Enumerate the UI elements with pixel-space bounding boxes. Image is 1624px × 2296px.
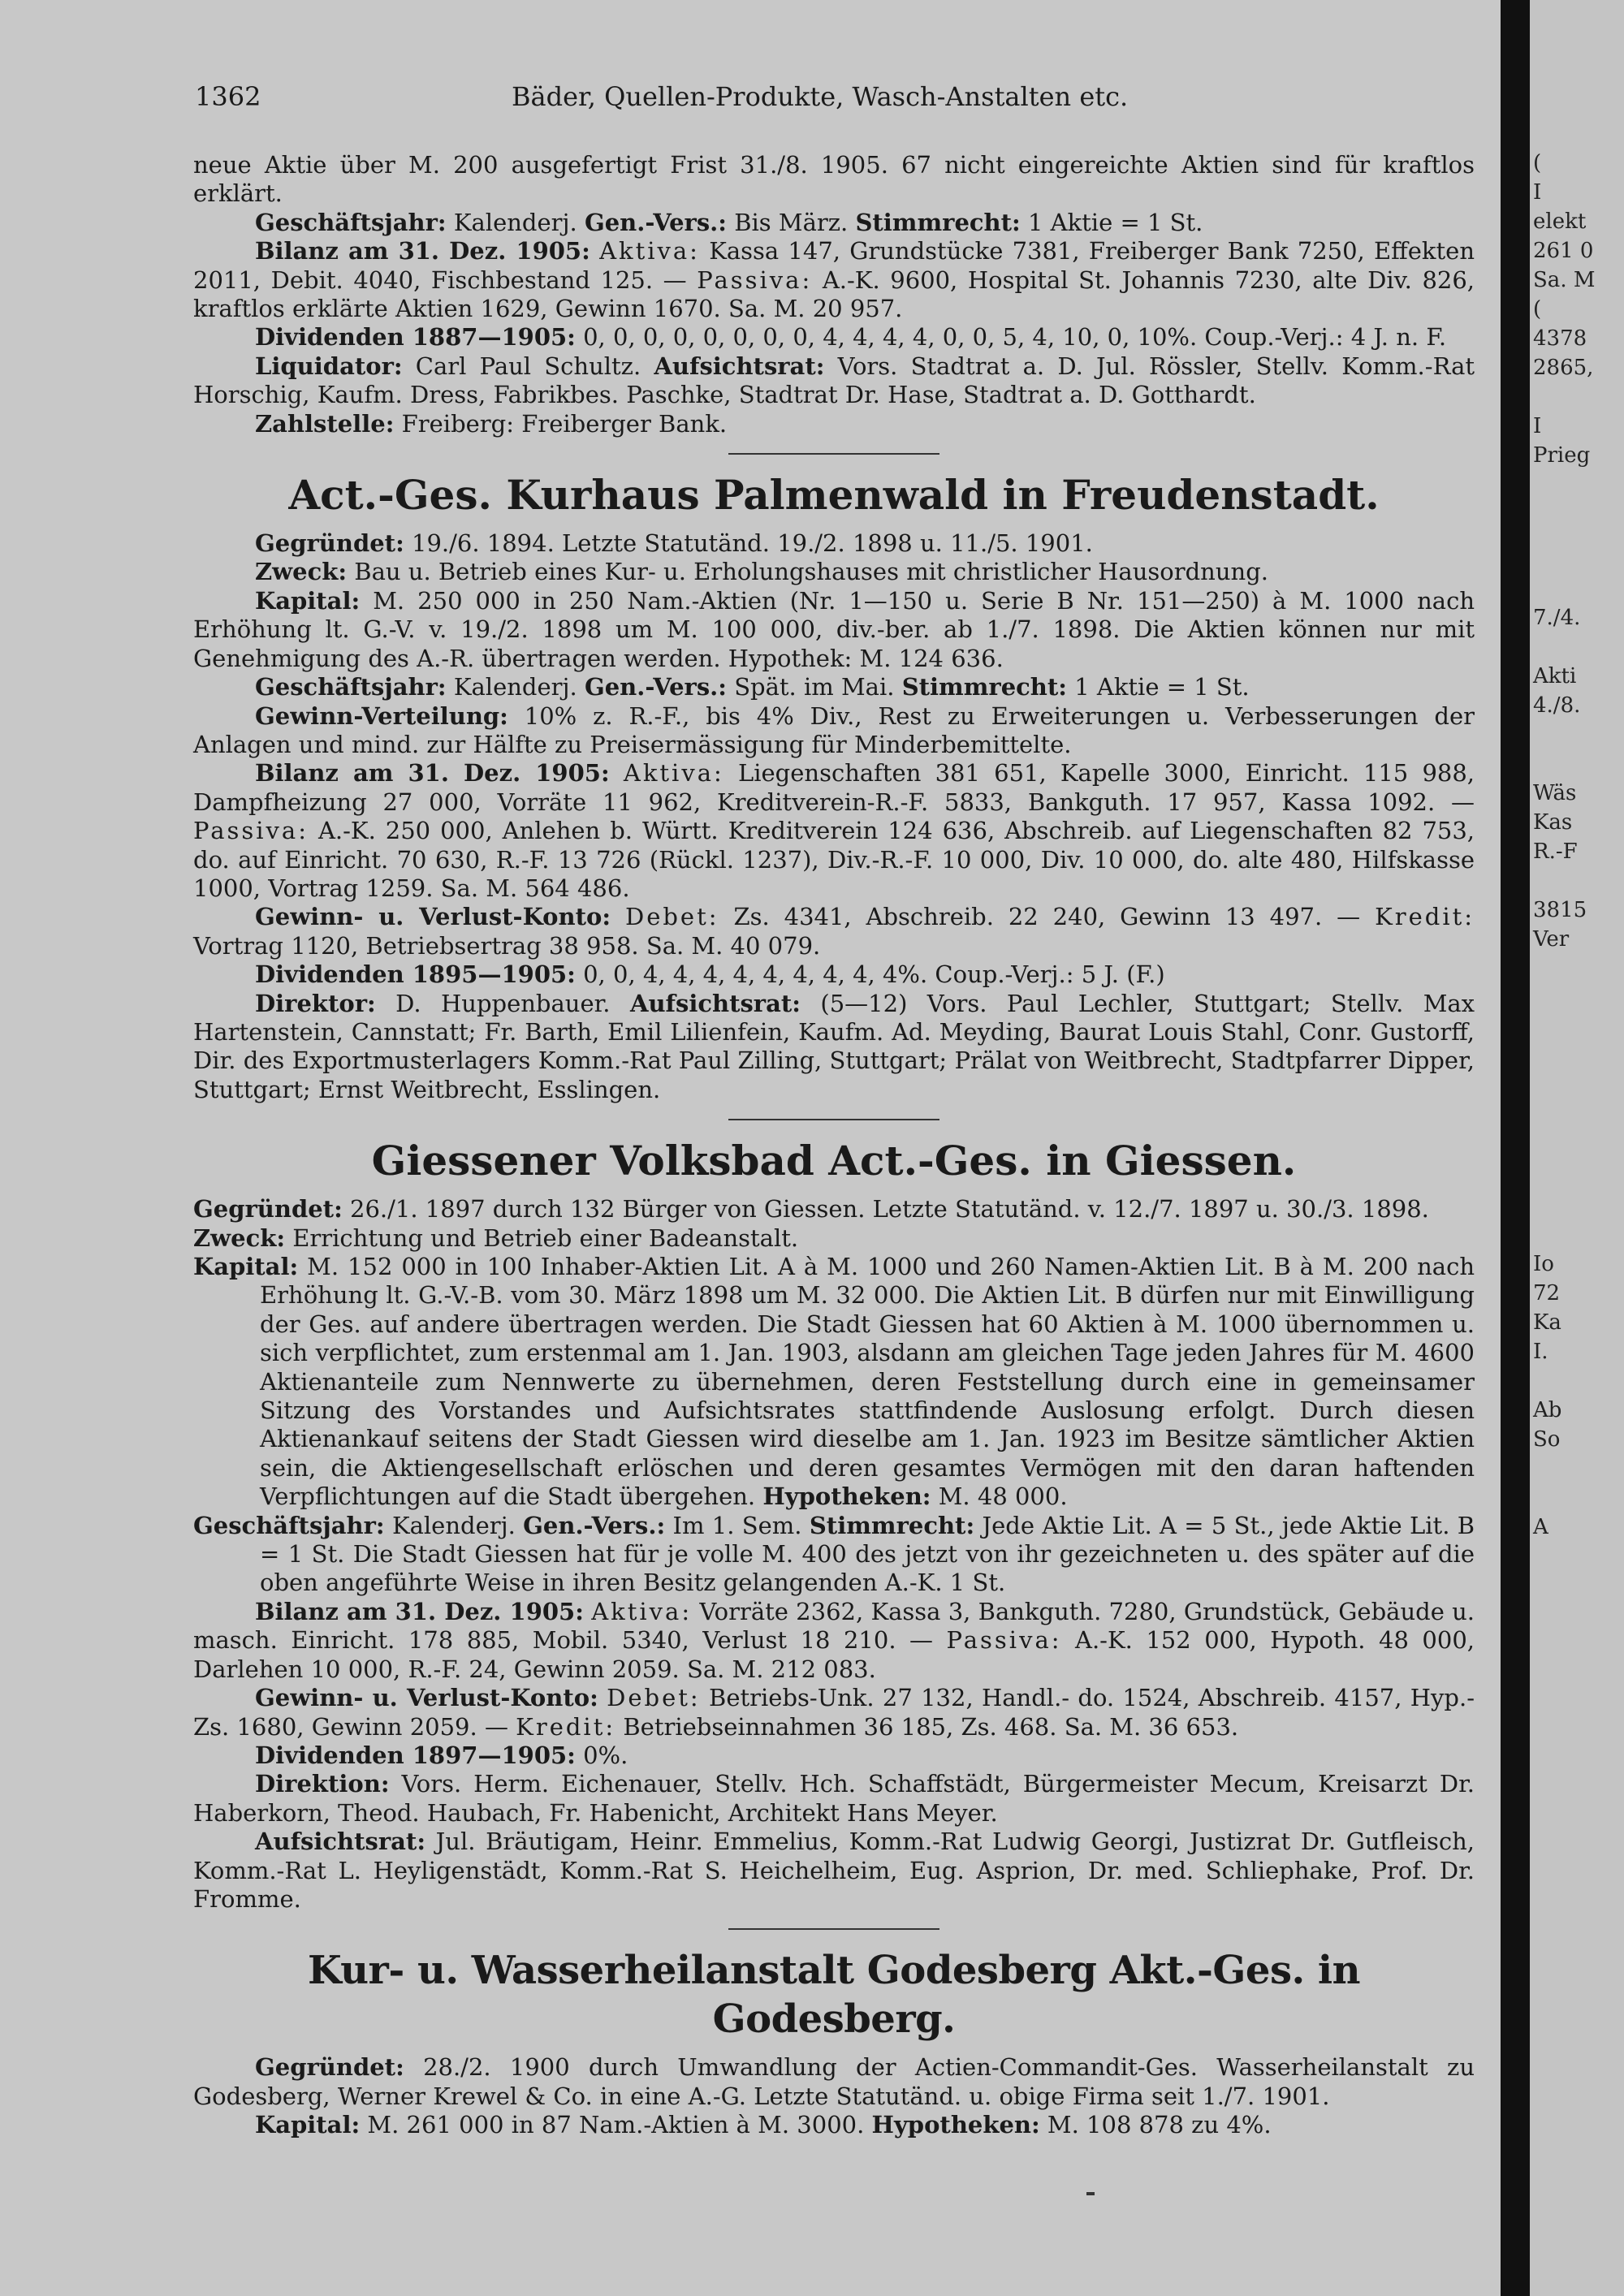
value-direktor: D. Huppenbauer. <box>395 989 611 1017</box>
kurhaus-kapital <box>193 587 1475 673</box>
value-liquidator: Carl Paul Schultz. <box>415 352 641 380</box>
fragment: elekt <box>1533 209 1587 234</box>
fragment: I. <box>1533 1340 1548 1364</box>
value-zahlstelle: Freiberg: Freiberger Bank. <box>401 409 728 438</box>
label-stimmrecht: Stimmrecht: <box>901 673 1067 701</box>
label-zweck: Zweck: <box>255 558 348 586</box>
label-liquidator: Liquidator: <box>255 352 403 380</box>
value-stimmrecht: 1 Aktie = 1 St. <box>1074 673 1250 701</box>
fragment: 7./4. <box>1533 606 1581 630</box>
kurhaus-meta <box>193 673 1475 701</box>
value-genvers: Bis März. <box>734 208 849 236</box>
value-aufsichtsrat: Vors. Stadtrat a. D. Jul. Rössler, Stellv. Komm.-Rat Horschig, Kaufm. Dress, Fabrikbes. Paschke, Stadtrat Dr. Hase, Stadtrat a. D. Gotthardt. <box>193 352 1475 409</box>
label-kredit: Kredit: <box>1375 903 1475 931</box>
section-divider <box>728 1119 939 1120</box>
label-stimmrecht: Stimmrecht: <box>855 208 1021 236</box>
fragment: 72 <box>1533 1281 1561 1306</box>
kurhaus-bilanz <box>193 759 1475 903</box>
value-genvers: Spät. im Mai. <box>734 673 895 701</box>
godesberg-gegruendet <box>193 2053 1475 2111</box>
label-kapital: Kapital: <box>255 2111 361 2139</box>
fragment: 4./8. <box>1533 693 1581 718</box>
entry-title: Kur- u. Wasserheilanstalt Godesberg Akt.-Ges. in Godesberg. <box>307 1948 1361 2043</box>
value-aktiva: Liegenschaften 381 651, Kapelle 3000, Einricht. 115 988, Dampfheizung 27 000, Vorräte 11 962, Kreditverein-R.-F. 5833, Bankguth. 17 957, Kassa 1092. — <box>193 759 1475 816</box>
value-zweck: Errichtung und Betrieb einer Badeanstalt. <box>292 1224 799 1252</box>
entry-title: Giessener Volksbad Act.-Ges. in Giessen. <box>371 1137 1297 1185</box>
volksbad-kapital <box>193 1253 1475 1512</box>
intro-meta <box>193 209 1475 237</box>
page-body <box>193 151 1475 2140</box>
label-aufsichtsrat: Aufsichtsrat: <box>654 352 825 380</box>
value-dividenden: 0, 0, 0, 0, 0, 0, 0, 0, 4, 4, 4, 4, 0, 0, 5, 4, 10, 0, 10%. Coup.-Verj.: 4 J. n. F. <box>583 323 1447 352</box>
label-genvers: Gen.-Vers.: <box>584 673 727 701</box>
label-direktor: Direktor: <box>255 989 376 1017</box>
value-passiva: A.-K. 250 000, Anlehen b. Württ. Kreditverein 124 636, Abschreib. auf Liegenschaften 82 753, do. auf Einricht. 70 630, R.-F. 13 726 (Rückl. 1237), Div.-R.-F. 10 000, Div. 10 000, do. alte 480, Hilfskasse 1000, Vortrag 1259. Sa. M. 564 486. <box>193 817 1475 902</box>
volksbad-gegruendet <box>193 1195 1475 1224</box>
label-debet: Debet: <box>624 903 719 931</box>
label-gegruendet: Gegründet: <box>255 2053 404 2082</box>
label-passiva: Passiva: <box>697 265 813 294</box>
section-divider <box>728 1928 939 1930</box>
value-gegruendet: 19./6. 1894. Letzte Statutänd. 19./2. 1898 u. 11./5. 1901. <box>412 529 1093 558</box>
label-stimmrecht: Stimmrecht: <box>809 1511 975 1539</box>
fragment: Akti <box>1533 664 1577 688</box>
label-debet: Debet: <box>607 1684 701 1712</box>
fragment: Ka <box>1533 1310 1561 1335</box>
value-debet: Zs. 4341, Abschreib. 22 240, Gewinn 13 497. — <box>733 903 1361 931</box>
fragment: I <box>1533 180 1542 205</box>
volksbad-dividenden <box>193 1741 1475 1770</box>
label-dividenden: Dividenden 1887—1905: <box>255 323 576 352</box>
value-dividenden: 0, 0, 4, 4, 4, 4, 4, 4, 4, 4, 4%. Coup.-Verj.: 5 J. (F.) <box>583 960 1165 989</box>
value-gewinnverteilung: 10% z. R.-F., bis 4% Div., Rest zu Erweiterungen u. Verbesserungen der Anlagen und mind. zur Hälfte zu Preisermässigung für Minderbemittelte. <box>193 701 1475 758</box>
label-aufsichtsrat: Aufsichtsrat: <box>255 1828 426 1856</box>
label-kapital: Kapital: <box>193 1253 299 1280</box>
page-number: 1362 <box>195 81 261 112</box>
value-kapital: M. 250 000 in 250 Nam.-Aktien (Nr. 1—150 u. Serie B Nr. 151—250) à M. 1000 nach Erhöhung lt. G.-V. v. 19./2. 1898 um M. 100 000, div.-ber. ab 1./7. 1898. Die Aktien können nur mit Genehmigung des A.-R. übertragen werden. Hypothek: M. 124 636. <box>193 586 1475 672</box>
label-geschaeftsjahr: Geschäftsjahr: <box>193 1511 385 1539</box>
value-hypotheken: M. 108 878 zu 4%. <box>1047 2111 1272 2139</box>
value-geschaeftsjahr: Kalenderj. <box>453 208 577 236</box>
label-bilanz: Bilanz am 31. Dez. 1905: <box>255 237 590 265</box>
volksbad-direktion <box>193 1770 1475 1828</box>
label-genvers: Gen.-Vers.: <box>584 208 727 236</box>
godesberg-kapital <box>193 2111 1475 2139</box>
label-guv: Gewinn- u. Verlust-Konto: <box>255 903 611 931</box>
intro-dividenden <box>193 323 1475 352</box>
value-stimmrecht: Jede Aktie Lit. A = 5 St., jede Aktie Lit. B = 1 St. Die Stadt Giessen hat für je volle M. 400 des jetzt von ihr gezeichneten u. des später auf die oben angeführte Weise in ihren Besitz gelangenden A.-K. 1 St. <box>260 1511 1475 1597</box>
entry-kurhaus-palmenwald <box>193 471 1475 1104</box>
section-divider <box>728 453 939 455</box>
value-kapital: M. 261 000 in 87 Nam.-Aktien à M. 3000. <box>367 2111 865 2139</box>
print-mark <box>1086 2192 1095 2195</box>
label-kredit: Kredit: <box>516 1712 616 1741</box>
label-hypotheken: Hypotheken: <box>871 2111 1040 2139</box>
fragment: 3815 <box>1533 898 1587 922</box>
label-aktiva: Aktiva: <box>623 759 724 788</box>
volksbad-bilanz <box>193 1598 1475 1684</box>
value-gegruendet: 28./2. 1900 durch Umwandlung der Actien-Commandit-Ges. Wasserheilanstalt zu Godesberg, Werner Krewel & Co. in eine A.-G. Letzte Statutänd. u. obige Firma seit 1./7. 1901. <box>193 2053 1475 2110</box>
fragment: Wäs <box>1533 781 1577 805</box>
fragment: So <box>1533 1427 1561 1452</box>
label-aufsichtsrat: Aufsichtsrat: <box>629 989 801 1017</box>
label-passiva: Passiva: <box>193 817 309 845</box>
entry-godesberg <box>193 1946 1475 2139</box>
value-geschaeftsjahr: Kalenderj. <box>391 1511 516 1539</box>
label-passiva: Passiva: <box>946 1626 1062 1655</box>
fragment: 2865, <box>1533 356 1594 380</box>
value-aktiva: Vorräte 2362, Kassa 3, Bankguth. 7280, Grundstück, Gebäude u. masch. Einricht. 178 885, Mobil. 5340, Verlust 18 210. — <box>193 1597 1475 1655</box>
fragment: ( <box>1533 151 1542 175</box>
value-geschaeftsjahr: Kalenderj. <box>453 673 577 701</box>
value-genvers: Im 1. Sem. <box>672 1511 802 1539</box>
value-aufsichtsrat: Jul. Bräutigam, Heinr. Emmelius, Komm.-Rat Ludwig Georgi, Justizrat Dr. Gutfleisch, Komm.-Rat L. Heyligenstädt, Komm.-Rat S. Heichelheim, Eug. Asprion, Dr. med. Schliephake, Prof. Dr. Fromme. <box>193 1828 1475 1913</box>
value-stimmrecht: 1 Aktie = 1 St. <box>1027 208 1203 236</box>
fragment: A <box>1533 1515 1548 1539</box>
label-gewinnverteilung: Gewinn-Verteilung: <box>255 701 508 730</box>
value-zweck: Bau u. Betrieb eines Kur- u. Erholungshauses mit christlicher Hausordnung. <box>354 558 1268 586</box>
label-dividenden: Dividenden 1897—1905: <box>255 1741 576 1769</box>
value-aufsichtsrat: (5—12) Vors. Paul Lechler, Stuttgart; Stellv. Max Hartenstein, Cannstatt; Fr. Barth, Emil Lilienfein, Kaufm. Ad. Meyding, Baurat Louis Stahl, Conr. Gustorff, Dir. des Exportmusterlagers Komm.-Rat Paul Zilling, Stuttgart; Prälat von Weitbrecht, Stadtpfarrer Dipper, Stuttgart; Ernst Weitbrecht, Esslingen. <box>193 989 1475 1103</box>
entry-continued <box>193 151 1475 438</box>
label-genvers: Gen.-Vers.: <box>523 1511 666 1539</box>
fragment: I <box>1533 414 1542 438</box>
label-gegruendet: Gegründet: <box>193 1195 343 1224</box>
value-passiva: A.-K. 152 000, Hypoth. 48 000, Darlehen 10 000, R.-F. 24, Gewinn 2059. Sa. M. 212 083. <box>193 1626 1475 1683</box>
value-aktiva: Kassa 147, Grundstücke 7381, Freiberger Bank 7250, Effekten 2011, Debit. 4040, Fischbestand 125. — <box>193 237 1475 294</box>
intro-bilanz <box>193 237 1475 323</box>
label-geschaeftsjahr: Geschäftsjahr: <box>255 208 447 236</box>
fragment: Prieg <box>1533 443 1591 468</box>
running-title: Bäder, Quellen-Produkte, Wasch-Anstalten etc. <box>512 81 1129 112</box>
adjacent-page-edge <box>1530 0 1624 2296</box>
label-aktiva: Aktiva: <box>591 1597 693 1625</box>
kurhaus-dividenden <box>193 960 1475 989</box>
fragment: Ab <box>1533 1398 1562 1422</box>
label-zweck: Zweck: <box>193 1224 286 1252</box>
value-kredit: Vortrag 1120, Betriebsertrag 38 958. Sa. M. 40 079. <box>193 931 821 960</box>
value-debet: Betriebs-Unk. 27 132, Handl.- do. 1524, Abschreib. 4157, Hyp.-Zs. 1680, Gewinn 2059. — <box>193 1684 1475 1741</box>
intro-zahlstelle <box>193 410 1475 438</box>
value-kredit: Betriebseinnahmen 36 185, Zs. 468. Sa. M. 36 653. <box>623 1712 1239 1741</box>
label-aktiva: Aktiva: <box>599 237 700 265</box>
value-passiva: A.-K. 9600, Hospital St. Johannis 7230, alte Div. 826, kraftlos erklärte Aktien 1629, Gewinn 1670. Sa. M. 20 957. <box>193 265 1475 323</box>
value-gegruendet: 26./1. 1897 durch 132 Bürger von Giessen. Letzte Statutänd. v. 12./7. 1897 u. 30./3. 1898. <box>350 1195 1429 1224</box>
fragment: ( <box>1533 297 1542 322</box>
volksbad-zweck <box>193 1224 1475 1253</box>
fragment: Kas <box>1533 810 1573 835</box>
label-bilanz: Bilanz am 31. Dez. 1905: <box>255 759 610 788</box>
kurhaus-gegruendet <box>193 529 1475 558</box>
kurhaus-guv <box>193 903 1475 960</box>
kurhaus-zweck <box>193 558 1475 586</box>
intro-liquidator <box>193 352 1475 410</box>
value-dividenden: 0%. <box>583 1741 628 1769</box>
intro-line: neue Aktie über M. 200 ausgefertigt Frist 31./8. 1905. 67 nicht eingereichte Aktien sind für kraftlos erklärt. <box>193 151 1475 208</box>
label-zahlstelle: Zahlstelle: <box>255 409 395 438</box>
label-gegruendet: Gegründet: <box>255 529 404 558</box>
label-geschaeftsjahr: Geschäftsjahr: <box>255 673 447 701</box>
book-gutter <box>1501 0 1530 2296</box>
volksbad-guv <box>193 1684 1475 1741</box>
label-hypotheken: Hypotheken: <box>762 1482 931 1511</box>
entry-title: Act.-Ges. Kurhaus Palmenwald in Freudenstadt. <box>288 471 1380 520</box>
label-kapital: Kapital: <box>255 586 361 615</box>
entry-giessener-volksbad <box>193 1137 1475 1914</box>
value-direktion: Vors. Herm. Eichenauer, Stellv. Hch. Schaffstädt, Bürgermeister Mecum, Kreisarzt Dr. Haberkorn, Theod. Haubach, Fr. Habenicht, Architekt Hans Meyer. <box>193 1770 1475 1827</box>
kurhaus-gewinnverteilung <box>193 702 1475 760</box>
fragment: R.-F <box>1533 839 1578 864</box>
label-bilanz: Bilanz am 31. Dez. 1905: <box>255 1597 584 1625</box>
kurhaus-direktor <box>193 990 1475 1105</box>
fragment: Sa. M <box>1533 268 1596 292</box>
volksbad-aufsichtsrat <box>193 1828 1475 1914</box>
fragment: 261 0 <box>1533 239 1594 263</box>
value-kapital: M. 152 000 in 100 Inhaber-Aktien Lit. A à M. 1000 und 260 Namen-Aktien Lit. B à M. 200 nach Erhöhung lt. G.-V.-B. vom 30. März 1898 um M. 32 000. Die Aktien Lit. B dürfen nur mit Einwilligung der Ges. auf andere übertragen werden. Die Stadt Giessen hat 60 Aktien à M. 1000 übernommen u. sich verpflichtet, zum erstenmal am 1. Jan. 1903, alsdann am gleichen Tage jeden Jahres für M. 4600 Aktienanteile zum Nennwerte zu übernehmen, deren Feststellung durch eine in gemeinsamer Sitzung des Vorstandes und Aufsichtsrates stattfindende Auslosung erfolgt. Durch diesen Aktienankauf seitens der Stadt Giessen wird dieselbe am 1. Jan. 1923 im Besitze sämtlicher Aktien sein, die Aktiengesellschaft erlöschen und deren gesamtes Vermögen mit den daran haftenden Verpflichtungen auf die Stadt übergehen. <box>260 1253 1475 1511</box>
page-header <box>195 81 1478 117</box>
fragment: Io <box>1533 1252 1554 1276</box>
fragment: Ver <box>1533 927 1570 952</box>
value-hypotheken: M. 48 000. <box>938 1482 1068 1511</box>
fragment: 4378 <box>1533 326 1587 351</box>
label-direktion: Direktion: <box>255 1770 390 1798</box>
label-guv: Gewinn- u. Verlust-Konto: <box>255 1684 598 1712</box>
volksbad-meta <box>193 1512 1475 1598</box>
label-dividenden: Dividenden 1895—1905: <box>255 960 576 989</box>
